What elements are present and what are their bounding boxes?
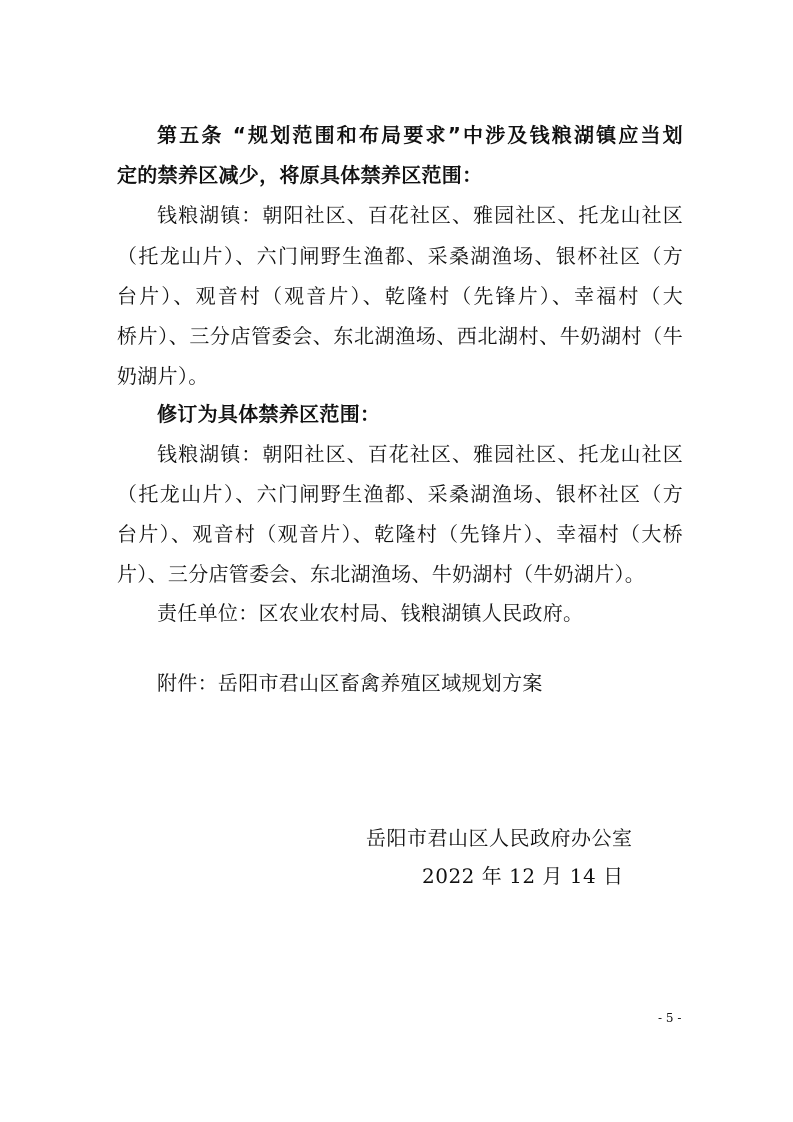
article-heading-line-1: 第五条 “规划范围和布局要求”中涉及钱粮湖镇应当划 <box>157 123 683 147</box>
original-scope-line-2: （托龙山片）、六门闸野生渔都、采桑湖渔场、银杯社区（方 <box>117 244 683 268</box>
responsible-unit: 责任单位：区农业农村局、钱粮湖镇人民政府。 <box>157 601 584 625</box>
original-scope-line-4: 桥片）、三分店管委会、东北湖渔场、西北湖村、牛奶湖村（牛 <box>117 324 683 348</box>
signature-organization: 岳阳市君山区人民政府办公室 <box>366 826 633 850</box>
revised-scope-line-2: （托龙山片）、六门闸野生渔都、采桑湖渔场、银杯社区（方 <box>117 482 683 506</box>
page-number: - 5 - <box>658 1011 682 1025</box>
original-scope-line-1: 钱粮湖镇：朝阳社区、百花社区、雅园社区、托龙山社区 <box>157 203 683 227</box>
attachment-line: 附件：岳阳市君山区畜禽养殖区域规划方案 <box>157 671 543 695</box>
article-heading-line-2: 定的禁养区减少，将原具体禁养区范围： <box>117 163 483 187</box>
original-scope-line-3: 台片）、观音村（观音片）、乾隆村（先锋片）、幸福村（大 <box>117 284 683 308</box>
revised-scope-line-4: 片）、三分店管委会、东北湖渔场、牛奶湖村（牛奶湖片）。 <box>117 562 646 586</box>
signature-date: 2022 年 12 月 14 日 <box>422 864 624 888</box>
revised-scope-line-1: 钱粮湖镇：朝阳社区、百花社区、雅园社区、托龙山社区 <box>157 442 683 466</box>
revised-scope-line-3: 台片）、观音村（观音片）、乾隆村（先锋片）、幸福村（大桥 <box>117 522 683 546</box>
original-scope-line-5: 奶湖片）。 <box>117 364 209 388</box>
revised-heading: 修订为具体禁养区范围： <box>157 402 381 426</box>
